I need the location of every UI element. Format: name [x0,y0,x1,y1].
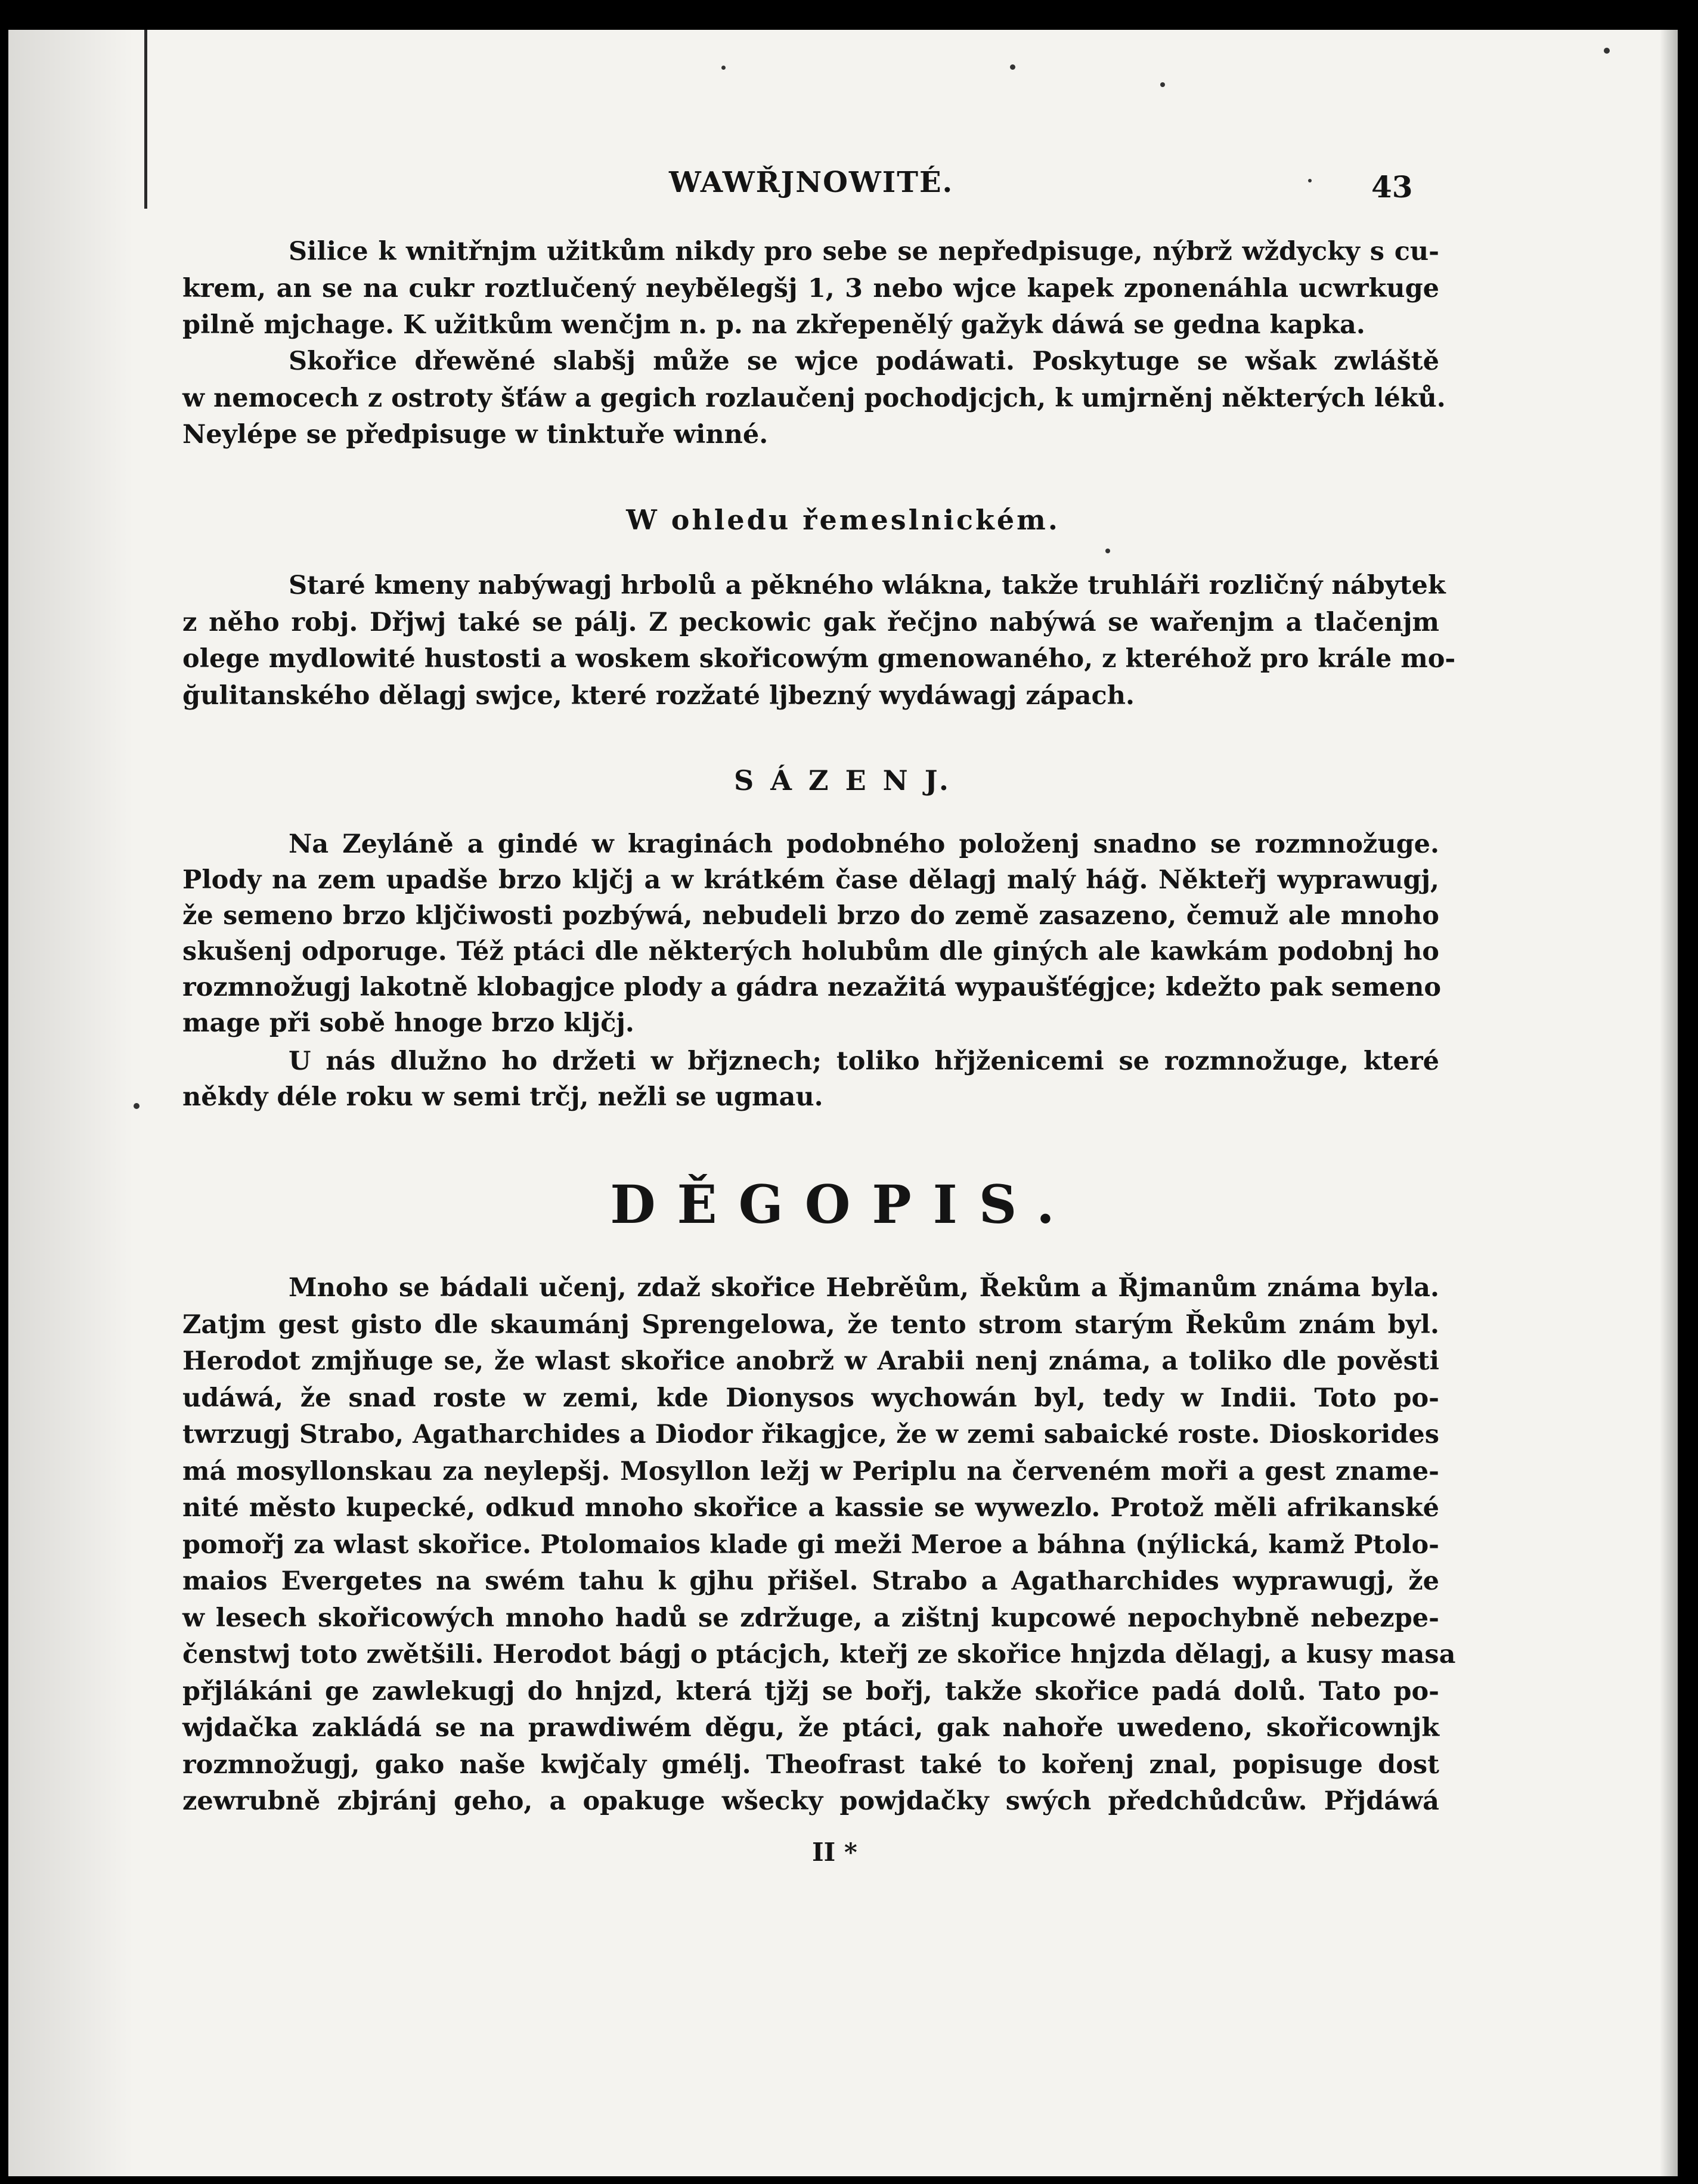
paragraph-wood-bark [182,343,1446,454]
signature-mark: II * [812,1838,857,1867]
text-line: někdy déle roku w semi trčj, nežli se ugmau. [182,1082,823,1112]
scan-speck [1604,48,1610,54]
scan-speck [1105,549,1110,553]
scan-speck [134,1103,140,1109]
book-page [8,30,1678,2176]
text-line: w lesech skořicowých mnoho hadů se zdržuge, a zištnj kupcowé nepochybně nebezpe- [182,1603,1439,1633]
paragraph-history [182,1270,1456,1820]
text-line: olege mydlowité hustosti a woskem skořicowým gmenowaného, z kteréhož pro krále mo- [182,644,1456,674]
section-title: DĚGOPIS. [610,1173,1076,1235]
text-line: přjlákáni ge zawlekugj do hnjzd, která tjžj se bořj, takže skořice padá dolů. Tato po- [182,1676,1439,1706]
text-line: má mosyllonskau za neylepšj. Mosyllon ležj w Periplu na červeném moři a gest zname- [182,1456,1439,1486]
binding-line [144,30,147,209]
text-line: ğulitanského dělagj swjce, které rozžaté ljbezný wydáwagj zápach. [182,680,1135,711]
text-line: Skořice dřewěné slabšj může se wjce podáwati. Poskytuge se wšak zwláště [289,346,1439,376]
text-line: Zatjm gest gisto dle skaumánj Sprengelowa, že tento strom starým Řekům znám byl. [182,1309,1439,1340]
running-head: WAWŘJNOWITÉ. [669,166,954,199]
text-line: Na Zeyláně a gindé w kraginách podobného položenj snadno se rozmnožuge. [289,829,1439,859]
text-line: Silice k wnitřnjm užitkům nikdy pro sebe se nepředpisuge, nýbrž wždycky s cu- [289,237,1439,267]
text-line: mage při sobě hnoge brzo kljčj. [182,1008,634,1038]
text-line: maios Evergetes na swém tahu k gjhu přišel. Strabo a Agatharchides wyprawugj, že [182,1566,1439,1596]
scan-speck [1160,82,1165,87]
text-line: udáwá, že snad roste w zemi, kde Dionysos wychowán byl, tedy w Indii. Toto po- [182,1383,1439,1413]
text-line: Mnoho se bádali učenj, zdaž skořice Hebrěům, Řekům a Řjmanům známa byla. [289,1273,1439,1303]
text-line: Staré kmeny nabýwagj hrbolů a pěkného wlákna, takže truhláři rozličný nábytek [289,571,1446,600]
text-line: nité město kupecké, odkud mnoho skořice a kassie se wywezlo. Protož měli afrikanské [182,1493,1439,1523]
text-line: Neylépe se předpisuge w tinktuře winné. [182,420,769,450]
subheading-planting: S Á Z E N J. [734,764,952,797]
subheading-crafts: W ohledu řemeslnickém. [626,504,1060,536]
text-line: pilně mjchage. K užitkům wenčjm n. p. na zkřepenělý gažyk dáwá se gedna kapka. [182,310,1365,340]
text-line: U nás dlužno ho držeti w břjznech; toliko hřjženicemi se rozmnožuge, které [289,1046,1439,1076]
scan-speck [1010,64,1015,70]
paragraph-planting [182,826,1442,1041]
text-line: z něho robj. Dřjwj také se pálj. Z peckowic gak řečjno nabýwá se wařenjm a tlačenjm [182,607,1439,637]
page-number: 43 [1371,169,1413,205]
paragraph-usage [182,234,1439,344]
text-line: Herodot zmjňuge se, že wlast skořice anobrž w Arabii nenj známa, a toliko dle pověsti [182,1346,1439,1376]
text-line: rozmnožugj lakotně klobagjce plody a gádra nezažitá wypaušťégjce; kdežto pak semeno [182,972,1442,1002]
paragraph-crafts [182,568,1456,714]
page-edge-shadow [1660,30,1678,2176]
text-line: zewrubně zbjránj geho, a opakuge wšecky powjdačky swých předchůdcůw. Přjdáwá [182,1786,1439,1816]
text-line: wjdačka zakládá se na prawdiwém děgu, že ptáci, gak nahoře uwedeno, skořicownjk [182,1713,1439,1743]
text-line: že semeno brzo kljčiwosti pozbýwá, nebudeli brzo do země zasazeno, čemuž ale mnoho [182,901,1439,931]
text-line: rozmnožugj, gako naše kwjčaly gmélj. Theofrast také to kořenj znal, popisuge dost [182,1749,1439,1780]
scan-speck [1308,179,1312,182]
scan-speck [721,66,726,70]
paragraph-local-cultivation [182,1043,1439,1115]
text-line: pomořj za wlast skořice. Ptolomaios klade gi meži Meroe a báhna (nýlická, kamž Ptolo- [182,1529,1439,1560]
text-line: skušenj odporuge. Též ptáci dle některých holubům dle giných ale kawkám podobnj ho [182,937,1439,966]
text-line: Plody na zem upadše brzo kljčj a w krátkém čase dělagj malý háğ. Někteřj wyprawugj, [182,865,1439,895]
text-line: twrzugj Strabo, Agatharchides a Diodor řikagjce, že w zemi sabaické roste. Dioskorides [182,1420,1439,1449]
text-line: w nemocech z ostroty šťáw a gegich rozlaučenj pochodjcjch, k umjrněnj některých léků. [182,383,1446,413]
text-line: čenstwj toto zwětšili. Herodot bágj o ptácjch, kteřj ze skořice hnjzda dělagj, a kusy masa [182,1640,1456,1669]
text-line: krem, an se na cukr roztlučený neybělegšj 1, 3 nebo wjce kapek zponenáhla ucwrkuge [182,273,1439,303]
